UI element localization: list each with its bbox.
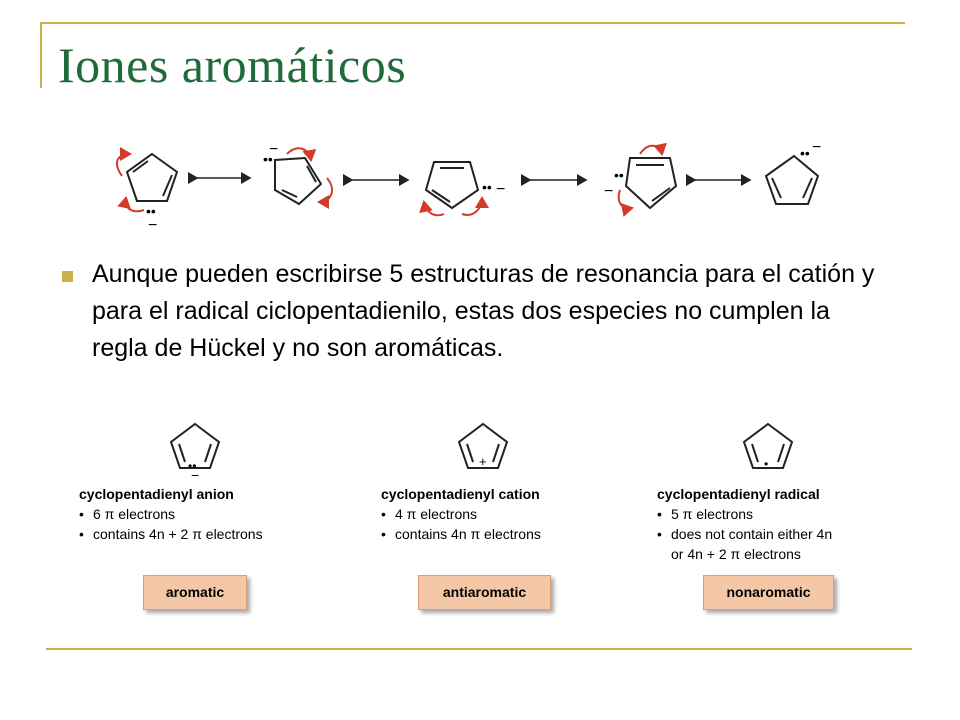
cation-name: cyclopentadienyl cation [381, 486, 540, 502]
svg-text:••: •• [263, 151, 273, 167]
body-paragraph: Aunque pueden escribirse 5 estructuras de resonancia para el catión y para el radical ciclopentadienilo, estas dos especies no cumplen la regla de Hückel y no son aromáticas. [92, 260, 875, 362]
svg-text:••: •• [188, 459, 197, 473]
anion-detail-1: • 6 π electrons [79, 504, 339, 524]
radical-detail-2: • does not contain either 4n [657, 524, 917, 544]
resonance-structure-5 [766, 139, 821, 204]
svg-text:••: •• [146, 203, 156, 219]
bullet-marker [62, 271, 73, 282]
svg-text:−: − [148, 217, 158, 234]
svg-text:••: •• [482, 179, 492, 195]
cation-detail-1: • 4 π electrons [381, 504, 641, 524]
svg-text:••: •• [800, 145, 810, 161]
frame-top-line [40, 22, 905, 24]
svg-text:−: − [496, 181, 506, 198]
anion-structure [155, 418, 235, 480]
resonance-structure-3 [424, 162, 505, 215]
resonance-structures [100, 134, 840, 234]
radical-detail-1: • 5 π electrons [657, 504, 917, 524]
anion-name: cyclopentadienyl anion [79, 486, 234, 502]
resonance-structure-4 [604, 146, 676, 209]
resonance-structure-1 [117, 154, 177, 234]
cation-structure [443, 418, 523, 480]
aromatic-badge: aromatic [143, 575, 247, 610]
cation-label [381, 484, 641, 544]
anion-detail-2: • contains 4n + 2 π electrons [79, 524, 339, 544]
resonance-structure-2 [263, 141, 332, 204]
svg-text:−: − [191, 467, 200, 480]
svg-text:−: − [269, 141, 279, 158]
anion-label [79, 484, 339, 544]
radical-structure [728, 418, 808, 480]
cation-detail-2: • contains 4n π electrons [381, 524, 641, 544]
slide-title: Iones aromáticos [58, 37, 407, 93]
svg-text:−: − [812, 139, 822, 156]
frame-bottom-line [46, 648, 912, 650]
svg-text:−: − [604, 183, 614, 200]
radical-name: cyclopentadienyl radical [657, 486, 820, 502]
radical-label [657, 484, 917, 564]
nonaromatic-badge: nonaromatic [703, 575, 834, 610]
radical-detail-3: or 4n + 2 π electrons [671, 546, 801, 562]
svg-text:•: • [764, 457, 769, 471]
svg-text:••: •• [614, 167, 624, 183]
svg-text:+: + [479, 454, 487, 469]
frame-left-line [40, 22, 42, 88]
antiaromatic-badge: antiaromatic [418, 575, 551, 610]
